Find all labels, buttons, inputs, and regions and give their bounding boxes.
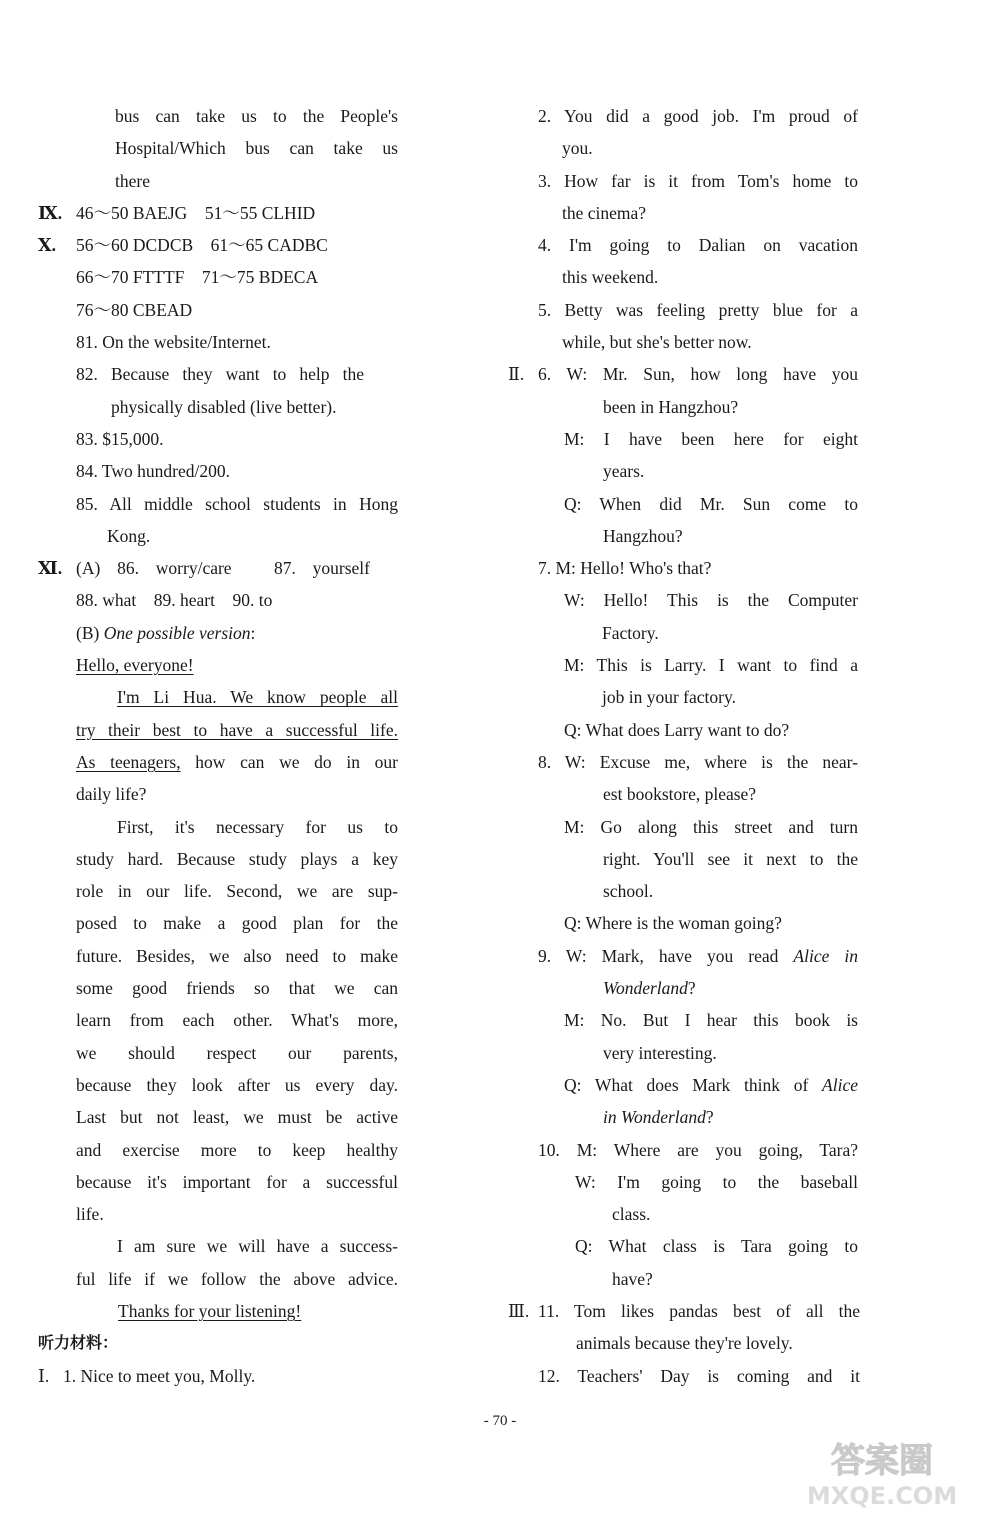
dialogue-line: 9. W: Mark, have you read Alice in [538, 945, 858, 966]
listening-item: 11. Tom likes pandas best of all the [538, 1300, 860, 1321]
essay-line: First, it's necessary for us to [117, 816, 398, 837]
dialogue-line: Q: When did Mr. Sun come to [564, 493, 858, 514]
essay-line: future. Besides, we also need to make [76, 945, 398, 966]
essay-line: daily life? [76, 784, 147, 805]
essay-line: some good friends so that we can [76, 978, 398, 999]
listening-item: 5. Betty was feeling pretty blue for a [538, 299, 858, 320]
dialogue-line: job in your factory. [602, 687, 736, 708]
section-tag-iii: Ⅲ. [508, 1300, 530, 1321]
svg-text:MXQE.COM: MXQE.COM [806, 1482, 958, 1510]
dialogue-line: Q: What does Mark think of Alice [564, 1074, 858, 1095]
dialogue-line: right. You'll see it next to the [603, 848, 858, 869]
dialogue-line: been in Hangzhou? [603, 396, 739, 417]
essay-closing: Thanks for your listening! [118, 1300, 302, 1321]
essay-line: because they look after us every day. [76, 1074, 398, 1095]
essay-line: I am sure we will have a success- [117, 1236, 398, 1257]
essay-line: Last but not least, we must be active [76, 1107, 398, 1128]
dialogue-line: M: No. But I hear this book is [564, 1010, 858, 1031]
listening-item-cont: you. [562, 138, 593, 159]
answer-81: 81. On the website/Internet. [76, 332, 271, 353]
text-line: there [115, 170, 150, 191]
dialogue-line: M: I have been here for eight [564, 428, 858, 449]
answer-line: 76～80 CBEAD [76, 299, 193, 320]
essay-line: learn from each other. What's more, [76, 1010, 398, 1031]
left-column [38, 100, 400, 1392]
essay-line: role in our life. Second, we are sup- [76, 881, 398, 902]
text-line: Hospital/Which bus can take us [115, 138, 398, 159]
dialogue-line: Hangzhou? [603, 525, 683, 546]
essay-line: we should respect our parents, [76, 1042, 398, 1063]
dialogue-line: years. [603, 461, 645, 482]
answer-line: 66～70 FTTTF 71～75 BDECA [76, 267, 319, 288]
essay-line: try their best to have a successful life. [76, 719, 398, 740]
dialogue-line: school. [603, 881, 654, 902]
dialogue-line: 10. M: Where are you going, Tara? [538, 1139, 858, 1160]
version-label: (B) One possible version: [76, 622, 256, 643]
answer-83: 83. $15,000. [76, 428, 164, 449]
answer-84: 84. Two hundred/200. [76, 461, 230, 482]
dialogue-line: in Wonderland? [603, 1107, 714, 1128]
section-tag-xi: Ⅺ. [38, 558, 63, 579]
svg-text:答案圈: 答案圈 [831, 1441, 933, 1481]
dialogue-line: Q: What class is Tara going to [575, 1236, 858, 1257]
answer-85: 85. All middle school students in Hong [76, 493, 398, 514]
dialogue-line: M: Go along this street and turn [564, 816, 858, 837]
text-line: bus can take us to the People's [115, 106, 398, 126]
dialogue-line: 7. M: Hello! Who's that? [538, 558, 712, 579]
listening-heading: 听力材料： [38, 1333, 119, 1353]
listening-item: 4. I'm going to Dalian on vacation [538, 235, 858, 256]
dialogue-line: Q: Where is the woman going? [564, 913, 782, 934]
dialogue-line: very interesting. [603, 1042, 717, 1063]
right-column [508, 100, 860, 1392]
dialogue-line: Factory. [602, 622, 659, 643]
answer-line: 46～50 BAEJG 51～55 CLHID [76, 202, 316, 223]
dialogue-line: Wonderland? [603, 978, 696, 999]
listening-item-cont: this weekend. [562, 267, 659, 288]
answer-line: (A) 86. worry/care 87. yourself [76, 558, 370, 579]
listening-item-cont: while, but she's better now. [562, 332, 752, 353]
answer-line: 88. what 89. heart 90. to [76, 590, 273, 611]
dialogue-line: 6. W: Mr. Sun, how long have you [538, 364, 858, 385]
essay-line: I'm Li Hua. We know people all [117, 687, 398, 708]
essay-greeting: Hello, everyone! [76, 655, 194, 676]
dialogue-line: M: This is Larry. I want to find a [564, 655, 858, 676]
answer-85-cont: Kong. [107, 525, 151, 546]
watermark-logo [782, 1432, 982, 1512]
answer-82: 82. Because they want to help the [76, 364, 364, 385]
dialogue-line: have? [612, 1268, 653, 1289]
essay-line: life. [76, 1204, 104, 1225]
essay-line: study hard. Because study plays a key [76, 848, 398, 869]
essay-line: because it's important for a successful [76, 1171, 398, 1192]
section-tag-x: Ⅹ. [38, 235, 56, 256]
listening-item: 3. How far is it from Tom's home to [538, 170, 858, 191]
answer-82-cont: physically disabled (live better). [111, 396, 337, 417]
listening-item: 1. Nice to meet you, Molly. [63, 1365, 256, 1386]
dialogue-line: W: I'm going to the baseball [575, 1171, 858, 1192]
section-tag-i: Ⅰ. [38, 1365, 50, 1386]
dialogue-line: est bookstore, please? [603, 784, 757, 805]
page-number: - 70 - [483, 1413, 517, 1429]
dialogue-line: class. [612, 1204, 651, 1225]
essay-line: ful life if we follow the above advice. [76, 1268, 398, 1289]
listening-item: 12. Teachers' Day is coming and it [538, 1365, 860, 1386]
listening-item-cont: animals because they're lovely. [576, 1333, 793, 1354]
section-tag-ix: Ⅸ. [38, 202, 63, 223]
dialogue-line: Q: What does Larry want to do? [564, 719, 790, 740]
answer-line: 56～60 DCDCB 61～65 CADBC [76, 235, 328, 256]
listening-item-cont: the cinema? [562, 202, 647, 223]
section-tag-ii: Ⅱ. [508, 364, 525, 385]
dialogue-line: W: Hello! This is the Computer [564, 590, 858, 611]
essay-line: As teenagers, how can we do in our [76, 751, 398, 772]
listening-item: 2. You did a good job. I'm proud of [538, 106, 858, 126]
dialogue-line: 8. W: Excuse me, where is the near- [538, 751, 858, 772]
essay-line: and exercise more to keep healthy [76, 1139, 398, 1160]
essay-line: posed to make a good plan for the [76, 913, 398, 934]
